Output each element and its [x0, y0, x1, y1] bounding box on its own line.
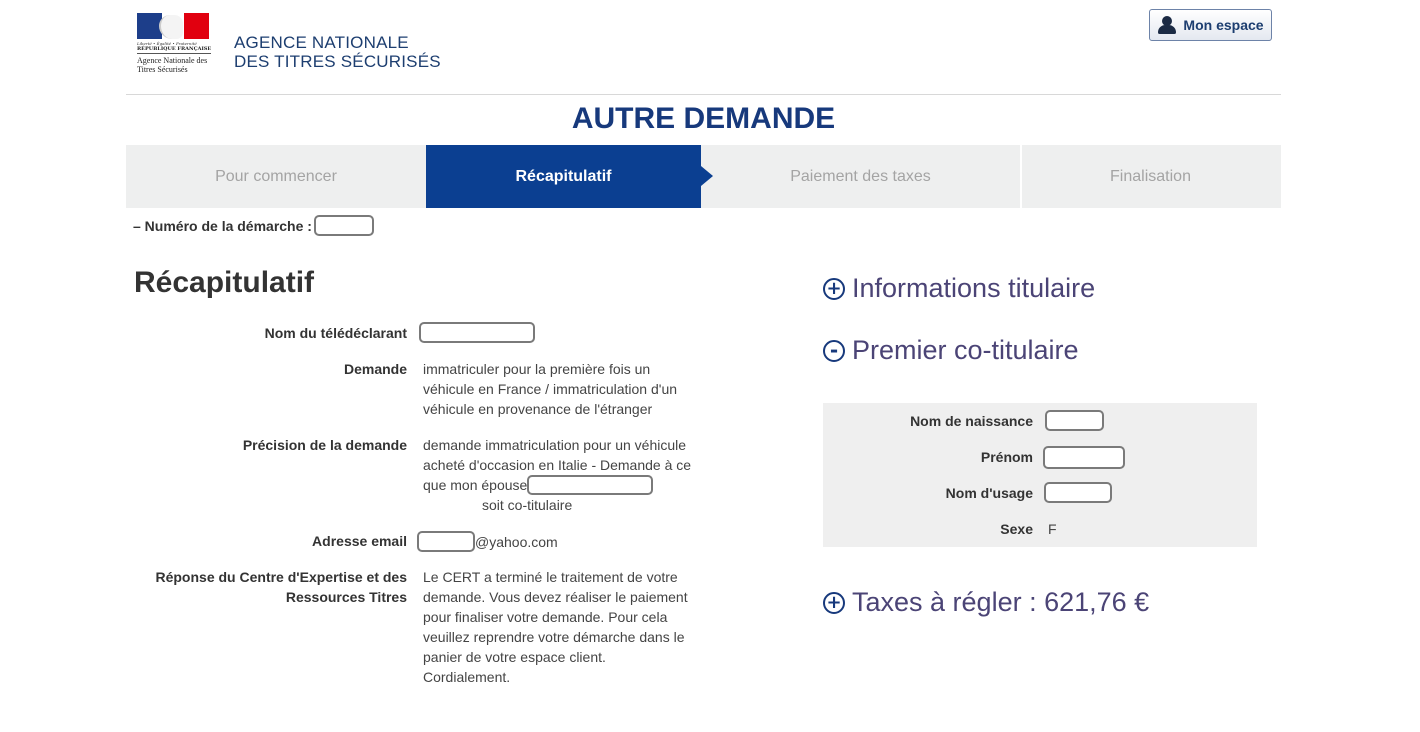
expand-plus-icon[interactable]: +: [823, 592, 845, 614]
cotitulaire-heading: Premier co-titulaire: [852, 335, 1079, 365]
reponse-closing: Cordialement.: [423, 669, 511, 685]
precision-value: [423, 435, 693, 515]
expand-plus-icon[interactable]: +: [823, 278, 845, 300]
cotitulaire-details: [823, 403, 1257, 547]
titulaire-accordion[interactable]: [823, 273, 1095, 304]
precision-text-end: soit co-titulaire: [482, 497, 573, 513]
redacted-prenom: [1043, 446, 1125, 469]
step-finalisation: Finalisation: [1110, 167, 1191, 185]
header-divider: [126, 94, 1281, 95]
prenom-value: [1043, 446, 1125, 469]
cotitulaire-accordion[interactable]: [823, 335, 1079, 366]
page-title: AUTRE DEMANDE: [571, 102, 836, 135]
marianne-flag-icon: [137, 13, 209, 39]
redacted-numero: [314, 215, 374, 236]
progress-steps: [126, 145, 1281, 208]
redacted-spouse-name: [527, 475, 653, 495]
logo-motto: Liberté • Égalité • Fraternité: [137, 41, 197, 46]
redacted-nom-usage: [1044, 482, 1112, 503]
taxes-accordion[interactable]: [823, 587, 1149, 618]
email-value: [423, 531, 698, 552]
user-icon: [1157, 16, 1177, 34]
collapse-minus-icon[interactable]: -: [823, 340, 845, 362]
nom-naissance-label: Nom de naissance: [910, 413, 1033, 429]
email-label: Adresse email: [312, 533, 407, 549]
demande-value: immatriculer pour la première fois un véhicule en France / immatriculation d'un véhicule en provenance de l'étranger: [423, 361, 678, 417]
nom-naissance-value: [1045, 410, 1104, 431]
taxes-heading: Taxes à régler : 621,76 €: [852, 587, 1150, 617]
teledeclarant-value: [419, 322, 535, 343]
step-recapitulatif: Récapitulatif: [426, 145, 701, 208]
sexe-value: F: [1048, 521, 1057, 537]
email-domain: @yahoo.com: [475, 533, 558, 550]
redacted-nom-naissance: [1045, 410, 1104, 431]
precision-text: demande immatriculation pour un véhicule acheté d'occasion en Italie - Demande à ce que mon épouse: [423, 437, 692, 493]
demande-label: Demande: [343, 361, 407, 377]
reponse-value: [423, 567, 688, 687]
reponse-label: Réponse du Centre d'Expertise et des Ressources Titres: [155, 569, 407, 605]
numero-label: – Numéro de la démarche :: [133, 217, 312, 234]
teledeclarant-label: Nom du télédéclarant: [264, 325, 407, 341]
agency-line-2: DES TITRES SÉCURISÉS: [234, 52, 441, 71]
numero-demarche: [133, 215, 374, 236]
precision-label: Précision de la demande: [242, 437, 407, 453]
prenom-label: Prénom: [980, 449, 1033, 465]
sexe-label: Sexe: [1000, 521, 1033, 537]
step-pour-commencer: Pour commencer: [126, 145, 427, 208]
recap-title: Récapitulatif: [134, 266, 315, 299]
reponse-text: Le CERT a terminé le traitement de votre demande. Vous devez réaliser le paiement pour finaliser votre demande. Pour cela veuillez reprendre votre démarche dans le panier de votre espace client.: [423, 569, 688, 665]
mon-espace-button[interactable]: [1149, 9, 1272, 41]
redacted-teledeclarant: [419, 322, 535, 343]
nom-usage-value: [1044, 482, 1112, 503]
nom-usage-label: Nom d'usage: [945, 485, 1033, 501]
marianne-logo[interactable]: [137, 13, 211, 83]
logo-agency: Agence Nationale des Titres Sécurisés: [137, 56, 208, 74]
step-paiement-des-taxes: Paiement des taxes: [701, 145, 1022, 208]
redacted-email-user: [417, 531, 475, 552]
titulaire-heading: Informations titulaire: [852, 273, 1096, 303]
agency-name: [234, 33, 441, 71]
agency-line-1: AGENCE NATIONALE: [234, 33, 409, 52]
mon-espace-label: Mon espace: [1183, 17, 1264, 33]
logo-republique: RÉPUBLIQUE FRANÇAISE: [137, 46, 212, 52]
